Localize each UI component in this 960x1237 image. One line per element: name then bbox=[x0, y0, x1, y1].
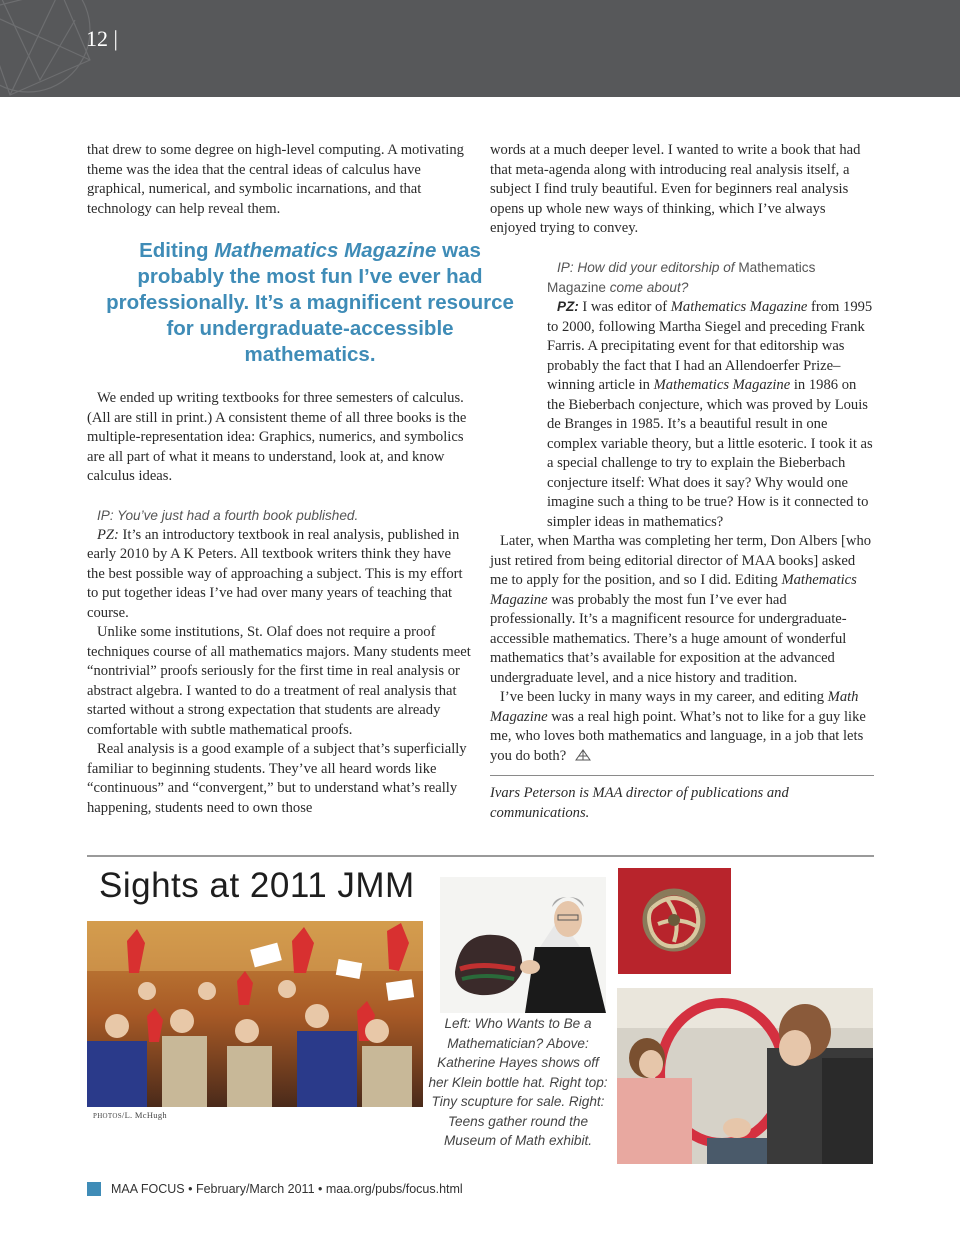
page-number: 12 | bbox=[86, 26, 118, 51]
paragraph bbox=[490, 532, 874, 688]
magazine-title: Math Magazine bbox=[490, 689, 859, 725]
question-text: IP: How did your editorship of bbox=[557, 260, 735, 275]
end-mark-icon bbox=[574, 748, 592, 762]
page-footer bbox=[87, 1181, 463, 1197]
paragraph-text: was a real high point. What’s not to like for a guy like me, who loves both mathematics and language, in a job that lets you do both? bbox=[490, 708, 866, 764]
footer-square-icon bbox=[87, 1182, 101, 1196]
right-column bbox=[490, 141, 874, 823]
paragraph bbox=[490, 141, 874, 239]
magazine-title: Mathematics Magazine bbox=[653, 377, 791, 393]
footer-text: MAA FOCUS • February/March 2011 • maa.org/pubs/focus.html bbox=[111, 1182, 463, 1196]
answer-text: It’s an introductory textbook in real analysis, published in early 2010 by A K Peters. All textbook writers think they have the best possible way of approaching a subject. This is my effort to put together ideas I’ve had over many years of teaching that course. bbox=[87, 526, 463, 621]
paragraph-text: I’ve been lucky in many ways in my career, and editing bbox=[500, 689, 825, 705]
answer-text: I was editor of bbox=[582, 299, 668, 315]
pull-quote-magazine: Mathematics Magazine bbox=[214, 239, 437, 262]
interview-answer bbox=[490, 297, 874, 532]
paragraph: that drew to some degree on high-level computing. A motivating theme was the idea that the central ideas of calculus have graphical, numerical, and symbolic incarnations, and that technology can help reveal them. bbox=[87, 142, 464, 217]
interview-answer bbox=[87, 526, 471, 624]
author-byline: Ivars Peterson is MAA director of publications and communications. bbox=[490, 785, 789, 821]
paragraph: We ended up writing textbooks for three semesters of calculus. (All are still in print.) A consistent theme of all three books is the multiple-representation idea: Graphics, numerics, and symbolics are all part of what it means to understand, look at, and know calculus ideas. bbox=[87, 390, 467, 484]
credit-name: /L. McHugh bbox=[121, 1110, 167, 1120]
credit-label: PHOTOS bbox=[93, 1112, 122, 1120]
section-title: Sights at 2011 JMM bbox=[99, 866, 415, 905]
sculpture-photo bbox=[618, 868, 731, 974]
interview-question bbox=[490, 258, 874, 297]
photo-caption: Left: Who Wants to Be a Mathematician? Above: Katherine Hayes shows off her Klein bottle hat. Right top: Tiny scupture for sale. Right: Teens gather round the Museum of Math exhibit. bbox=[428, 1016, 608, 1148]
magazine-title: Mathematics Magazine bbox=[670, 299, 808, 315]
paragraph-text: was probably the most fun I’ve ever had professionally. It’s a magnificent resource for undergraduate-accessible mathematics. There’s a huge amount of wonderful mathematics that’s available for exposition at the advanced undergraduate level, and a nice history and tradition. bbox=[490, 591, 847, 686]
pull-quote bbox=[100, 238, 520, 368]
answer-text: from 1995 to 2000, following Martha Siegel and preceding Frank Farris. A precipitating event for that editorship was probably the fact that I had an Allendoerfer Prize–winning article in bbox=[547, 299, 873, 393]
speaker-label: PZ: bbox=[557, 299, 579, 314]
magazine-title: Mathematics Magazine bbox=[547, 260, 816, 295]
pull-quote-text: Editing bbox=[139, 239, 215, 262]
question-text: come about? bbox=[609, 279, 689, 295]
section-divider bbox=[87, 855, 874, 857]
paragraph-text: Later, when Martha was completing her term, Don Albers [who just retired from being editorial director of MAA books] asked me to apply for the position, and so I did. Editing bbox=[490, 533, 872, 588]
paragraph: Real analysis is a good example of a subject that’s superficially familiar to beginning students. They’ve all heard words like “continuous” and “convergent,” but to understand what’s really happening, students need to own those bbox=[87, 741, 467, 816]
crowd-photo bbox=[87, 921, 423, 1107]
page-header-bar bbox=[0, 0, 960, 97]
museum-exhibit-photo bbox=[617, 988, 873, 1164]
pull-quote-text: was probably the most fun I’ve ever had professionally. It’s a magnificent resource for undergraduate-accessible mathematics. bbox=[106, 239, 514, 366]
magazine-title: Mathematics Magazine bbox=[490, 572, 857, 608]
interview-question: IP: You’ve just had a fourth book published. bbox=[97, 508, 359, 523]
paragraph: Unlike some institutions, St. Olaf does not require a proof techniques course of all mathematics majors. Many students meet “nontrivial” proofs seriously for the first time in real analysis or abstract algebra. I wanted to do a treatment of real analysis that started without a strong expectation that students are already comfortable with subtle mathematical proofs. bbox=[87, 624, 471, 738]
speaker-label: PZ: bbox=[97, 526, 119, 543]
photo-credit bbox=[93, 1110, 167, 1120]
paragraph bbox=[490, 688, 874, 766]
paragraph-text: words at a much deeper level. I wanted to write a book that had that meta-agenda along with introducing real analysis itself, a subject I find truly beautiful. Even for beginners real analysis opens up whole new ways of thinking, which I’ve always enjoyed trying to convey. bbox=[490, 142, 861, 236]
klein-bottle-hat-photo bbox=[440, 877, 606, 1013]
answer-text: in 1986 on the Bieberbach conjecture, which was proved by Louis de Branges in 1985. It’s a beautiful result in one complex variable theory, but a little esoteric. I took it as a special challenge to try to explain the Bieberbach conjecture itself: What does it say? Why would one imagine such a thing to be true? How is it connected to simpler ideas in mathematics? bbox=[547, 377, 873, 530]
